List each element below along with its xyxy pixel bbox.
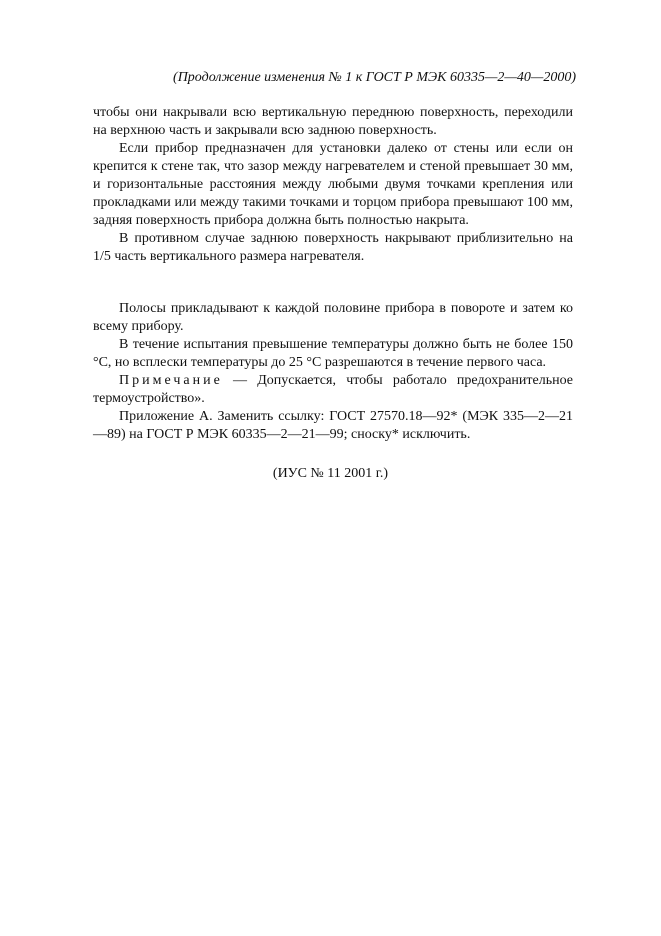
paragraph: Если прибор предназначен для установки далеко от стены или если он крепится к стене так, что зазор между нагревателем и стеной превышает 30 мм, и горизонтальные расстояния между любыми двумя точками крепления или прокладками или между такими точками и торцом прибора превышают 100 мм, задняя поверхность прибора должна быть полностью накрыта. [93,141,573,228]
note-text: — Допускается, чтобы работало предохранительное термоустройство». [93,373,573,406]
paragraph: В течение испытания превышение температуры должно быть не более 150 °С, но всплески температуры до 25 °С разрешаются в течение первого часа. [93,337,573,370]
paragraph: В противном случае заднюю поверхность накрывают приблизительно на 1/5 часть вертикального размера нагревателя. [93,231,573,264]
source-reference: (ИУС № 11 2001 г.) [272,466,389,481]
appendix-change-paragraph: Приложение А. Заменить ссылку: ГОСТ 27570.18—92* (МЭК 335—2—21—89) на ГОСТ Р МЭК 60335—2—21—99; сноску* исключить. [93,409,573,442]
paragraph: чтобы они накрывали всю вертикальную переднюю поверхность, переходили на верхнюю часть и закрывали всю заднюю поверхность. [93,105,573,138]
header-continuation: (Продолжение изменения № 1 к ГОСТ Р МЭК 60335—2—40—2000) [173,70,576,85]
note-paragraph [93,372,573,408]
note-label: Примечание [119,373,223,388]
text-section-top [93,104,573,266]
paragraph: Полосы прикладывают к каждой половине прибора в повороте и затем ко всему прибору. [93,301,573,334]
text-section-bottom [93,300,573,444]
